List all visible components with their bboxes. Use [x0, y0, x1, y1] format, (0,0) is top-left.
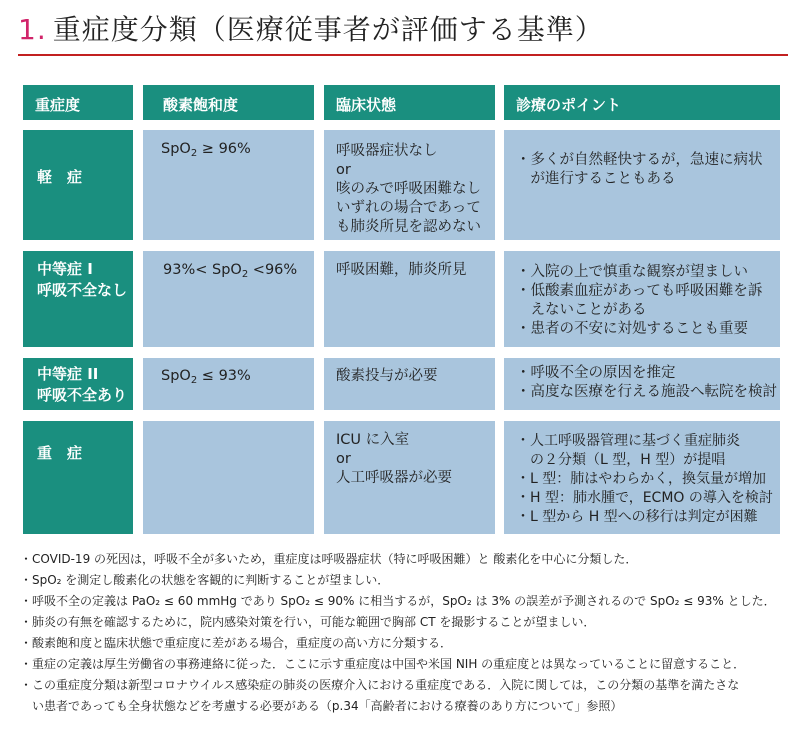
severity-mild — [23, 130, 133, 240]
points-moderate-1: ・入院の上で慎重な観察が望ましい ・低酸素血症があっても呼吸困難を訴 えないことがある ・患者の不安に対処することも重要 — [504, 251, 780, 347]
severity-moderate-2: 中等症 II 呼吸不全あり — [23, 358, 133, 410]
header-spo2: 酸素飽和度 — [143, 85, 314, 120]
footnote: ・SpO₂ を測定し酸素化の状態を客観的に判断することが望ましい． — [20, 573, 390, 587]
spo2-severe — [143, 421, 314, 534]
footnote: い患者であっても全身状態などを考慮する必要がある（p.34「高齢者における療養のあり方について」参照） — [20, 699, 623, 713]
points-moderate-2: ・呼吸不全の原因を推定 ・高度な医療を行える施設へ転院を検討 — [504, 358, 780, 410]
footnote: ・この重症度分類は新型コロナウイルス感染症の肺炎の医療介入における重症度である．入院に関しては，この分類の基準を満たさな — [20, 678, 740, 692]
spo2-mild: SpO$_2$ ≥ 96% — [143, 130, 314, 240]
footnote: ・重症の定義は厚生労働省の事務連絡に従った．ここに示す重症度は中国や米国 NIH の重症度とは異なっていることに留意すること． — [20, 657, 746, 671]
clinical-moderate-1: 呼吸困難，肺炎所見 — [324, 251, 495, 347]
severity-moderate-1: 中等症 I 呼吸不全なし — [23, 251, 133, 347]
header-clinical: 臨床状態 — [324, 85, 495, 120]
footnote: ・呼吸不全の定義は PaO₂ ≤ 60 mmHg であり SpO₂ ≤ 90% に相当するが，SpO₂ は 3% の誤差が予測されるので SpO₂ ≤ 93% とした． — [20, 594, 776, 608]
clinical-mild: 呼吸器症状なし or 咳のみで呼吸困難なし いずれの場合であって も肺炎所見を認めない — [324, 130, 495, 240]
title-text: 重症度分類（医療従事者が評価する基準） — [52, 13, 604, 46]
spo2-moderate-2: SpO$_2$ ≤ 93% — [143, 358, 314, 410]
points-mild: ・多くが自然軽快するが，急速に病状 が進行することもある — [504, 130, 780, 240]
footnote: ・酸素飽和度と臨床状態で重症度に差がある場合，重症度の高い方に分類する． — [20, 636, 453, 650]
page-title — [18, 8, 604, 48]
title-underline — [18, 54, 788, 56]
severity-label: 軽 症 — [37, 168, 83, 186]
footnote: ・COVID-19 の死因は，呼吸不全が多いため，重症度は呼吸器症状（特に呼吸困難）と 酸素化を中心に分類した． — [20, 552, 638, 566]
spo2-moderate-1: 93%< SpO$_2$ <96% — [143, 251, 314, 347]
title-number: 1. — [18, 13, 47, 46]
clinical-moderate-2: 酸素投与が必要 — [324, 358, 495, 410]
header-points: 診療のポイント — [504, 85, 780, 120]
clinical-severe: ICU に入室 or 人工呼吸器が必要 — [324, 421, 495, 534]
footnote: ・肺炎の有無を確認するために，院内感染対策を行い，可能な範囲で胸部 CT を撮影することが望ましい． — [20, 615, 596, 629]
footnotes — [20, 549, 776, 717]
points-severe: ・人工呼吸器管理に基づく重症肺炎 の２分類（L 型，H 型）が提唱 ・L 型：肺はやわらかく，換気量が増加 ・H 型：肺水腫で，ECMO の導入を検討 ・L 型から H 型への移行は判定が困難 — [504, 421, 780, 534]
header-severity: 重症度 — [23, 85, 133, 120]
severity-severe: 重 症 — [23, 421, 133, 534]
